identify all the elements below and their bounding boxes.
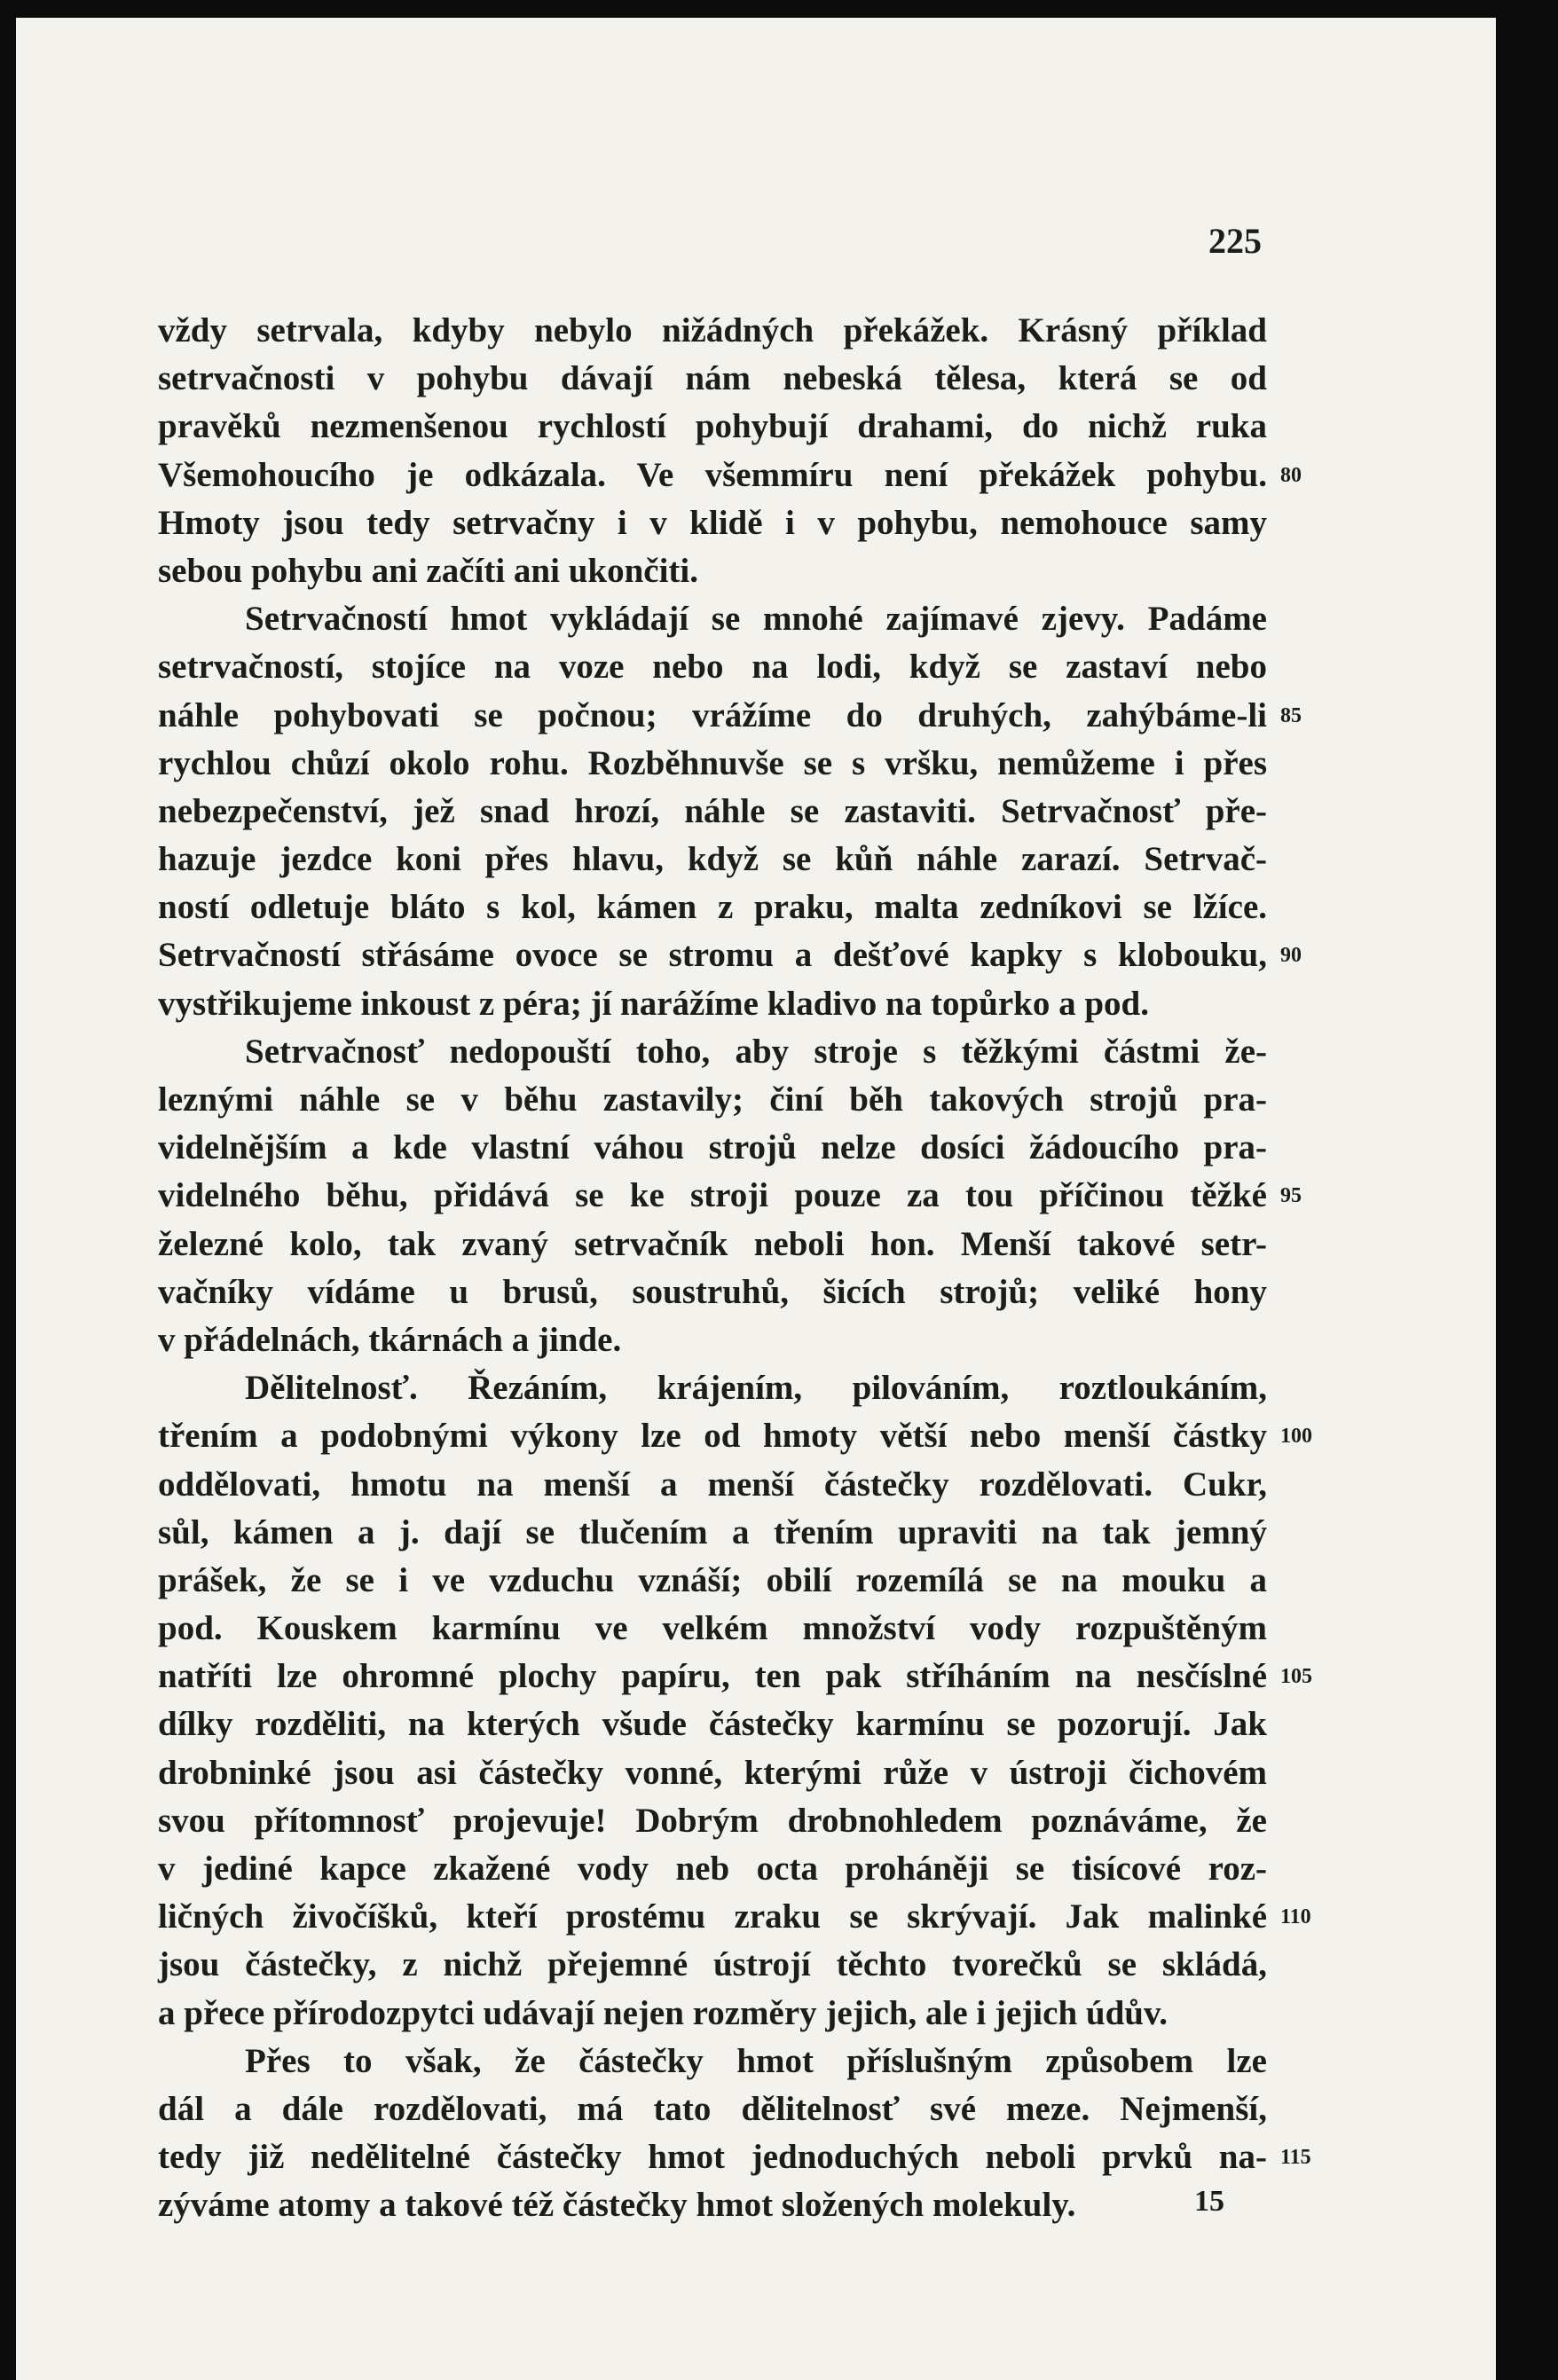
text-line <box>158 499 1267 547</box>
text-line-content: Setrvačností hmot vykládají se mnohé zajímavé zjevy. Padáme <box>245 600 1267 639</box>
text-line-content: videlného běhu, přidává se ke stroji pouze za tou příčinou těžké <box>158 1176 1267 1215</box>
text-line <box>158 980 1267 1028</box>
margin-line-number: 110 <box>1280 1905 1311 1929</box>
text-line <box>158 1461 1267 1509</box>
text-line <box>158 1124 1267 1172</box>
text-line <box>158 1028 1267 1076</box>
text-line-content: Dělitelnosť. Řezáním, krájením, pilováním, roztloukáním, <box>245 1369 1267 1408</box>
text-line-content: v přádelnách, tkárnách a jinde. <box>158 1320 622 1359</box>
text-line <box>158 884 1267 931</box>
text-line-content: tedy již nedělitelné částečky hmot jednoduchých neboli prvků na- <box>158 2138 1267 2177</box>
body-text <box>158 307 1312 2230</box>
text-line-content: vždy setrvala, kdyby nebylo nižádných překážek. Krásný příklad <box>158 311 1267 350</box>
text-line-content: svou přítomnosť projevuje! Dobrým drobnohledem poznáváme, že <box>158 1801 1267 1840</box>
signature-mark: 15 <box>1194 2185 1224 2218</box>
text-line-content: a přece přírodozpytci udávají nejen rozměry jejich, ale i jejich údův. <box>158 1993 1168 2032</box>
text-line-content: dílky rozděliti, na kterých všude částečky karmínu se pozorují. Jak <box>158 1705 1267 1744</box>
text-line-content: v jediné kapce zkažené vody neb octa proháněji se tisícové roz- <box>158 1850 1267 1888</box>
text-line <box>158 740 1267 788</box>
text-line <box>158 1076 1267 1124</box>
text-line <box>158 931 1302 979</box>
text-line <box>158 403 1267 451</box>
text-line-content: pod. Kouskem karmínu ve velkém množství vody rozpuštěným <box>158 1609 1267 1648</box>
text-line <box>158 595 1267 643</box>
text-line-content: oddělovati, hmotu na menší a menší částečky rozdělovati. Cukr, <box>158 1465 1267 1504</box>
text-line-content: Přes to však, že částečky hmot příslušným způsobem lze <box>245 2041 1267 2080</box>
text-line <box>158 2133 1311 2181</box>
text-line <box>158 307 1267 355</box>
text-line-content: jsou částečky, z nichž přejemné ústrojí těchto tvorečků se skládá, <box>158 1945 1267 1984</box>
text-line <box>158 1172 1302 1220</box>
text-line <box>158 1509 1267 1557</box>
text-line <box>158 355 1267 403</box>
text-line <box>158 1893 1311 1941</box>
text-line-content: nebezpečenství, jež snad hrozí, náhle se zastaviti. Setrvačnosť pře- <box>158 791 1267 830</box>
text-line <box>158 452 1302 499</box>
text-line <box>158 1557 1267 1605</box>
page-number: 225 <box>1208 221 1262 261</box>
margin-line-number: 95 <box>1280 1184 1302 1208</box>
text-line <box>158 2038 1267 2085</box>
text-line-content: sebou pohybu ani začíti ani ukončiti. <box>158 551 698 590</box>
text-line-content: železné kolo, tak zvaný setrvačník neboli hon. Menší takové setr- <box>158 1224 1267 1263</box>
text-line-content: rychlou chůzí okolo rohu. Rozběhnuvše se s vršku, nemůžeme i přes <box>158 743 1267 782</box>
text-line-content: náhle pohybovati se počnou; vrážíme do druhých, zahýbáme-li <box>158 695 1267 734</box>
text-line-content: ličných živočíšků, kteří prostému zraku se skrývají. Jak malinké <box>158 1897 1267 1936</box>
text-line-content: drobninké jsou asi částečky vonné, kterými růže v ústroji čichovém <box>158 1753 1267 1792</box>
text-line-content: natříti lze ohromné plochy papíru, ten pak stříháním na nesčíslné <box>158 1657 1267 1696</box>
text-line-content: zýváme atomy a takové též částečky hmot složených molekuly. <box>158 2186 1076 2225</box>
text-line-content: sůl, kámen a j. dají se tlučením a třením upraviti na tak jemný <box>158 1512 1267 1551</box>
text-line-content: leznými náhle se v běhu zastavily; činí běh takových strojů pra- <box>158 1080 1267 1119</box>
text-line <box>158 1653 1312 1701</box>
scan-border-top <box>0 0 1558 18</box>
text-line-content: setrvačností, stojíce na voze nebo na lodi, když se zastaví nebo <box>158 648 1267 687</box>
text-line <box>158 1221 1267 1269</box>
margin-line-number: 105 <box>1280 1665 1312 1689</box>
text-line <box>158 1605 1267 1653</box>
text-line-content: třením a podobnými výkony lze od hmoty větší nebo menší částky <box>158 1417 1267 1456</box>
text-line <box>158 1701 1267 1748</box>
text-line <box>158 1269 1267 1316</box>
margin-line-number: 100 <box>1280 1425 1312 1449</box>
margin-line-number: 90 <box>1280 944 1302 968</box>
text-line <box>158 1316 1267 1364</box>
text-line-content: Setrvačnosť nedopouští toho, aby stroje s těžkými částmi že- <box>245 1032 1267 1071</box>
margin-line-number: 80 <box>1280 463 1302 487</box>
text-line <box>158 643 1267 691</box>
text-line-content: dál a dále rozdělovati, má tato dělitelnosť své meze. Nejmenší, <box>158 2089 1267 2128</box>
text-line <box>158 1412 1312 1460</box>
text-line <box>158 1990 1267 2038</box>
scan-border-right <box>1496 0 1558 2380</box>
margin-line-number: 85 <box>1280 703 1302 727</box>
text-line-content: videlnějším a kde vlastní váhou strojů nelze dosíci žádoucího pra- <box>158 1128 1267 1167</box>
text-line <box>158 1797 1267 1845</box>
text-line <box>158 2085 1267 2133</box>
text-line-content: hazuje jezdce koni přes hlavu, když se kůň náhle zarazí. Setrvač- <box>158 840 1267 879</box>
text-line-content: Všemohoucího je odkázala. Ve všemmíru není překážek pohybu. <box>158 455 1267 494</box>
text-line <box>158 2181 1267 2229</box>
margin-line-number: 115 <box>1280 2146 1311 2170</box>
text-line <box>158 1845 1267 1893</box>
text-line-content: setrvačnosti v pohybu dávají nám nebeská tělesa, která se od <box>158 359 1267 398</box>
text-line-content: pravěků nezmenšenou rychlostí pohybují drahami, do nichž ruka <box>158 407 1267 446</box>
text-line-content: vačníky vídáme u brusů, soustruhů, šicích strojů; veliké hony <box>158 1272 1267 1311</box>
text-line-content: vystřikujeme inkoust z péra; jí narážíme kladivo na topůrko a pod. <box>158 984 1149 1023</box>
text-line-content: prášek, že se i ve vzduchu vznáší; obilí rozemílá se na mouku a <box>158 1560 1267 1599</box>
text-line <box>158 692 1302 740</box>
text-line <box>158 1941 1267 1989</box>
text-line-content: Setrvačností střásáme ovoce se stromu a dešťové kapky s klobouku, <box>158 936 1267 975</box>
text-line <box>158 1749 1267 1797</box>
scan-border-left <box>0 0 16 2380</box>
text-line-content: Hmoty jsou tedy setrvačny i v klidě i v pohybu, nemohouce samy <box>158 503 1267 542</box>
text-line <box>158 836 1267 884</box>
text-line <box>158 547 1267 595</box>
text-line <box>158 788 1267 836</box>
text-line-content: ností odletuje bláto s kol, kámen z praku, malta zedníkovi se lžíce. <box>158 888 1267 927</box>
text-line <box>158 1364 1267 1412</box>
